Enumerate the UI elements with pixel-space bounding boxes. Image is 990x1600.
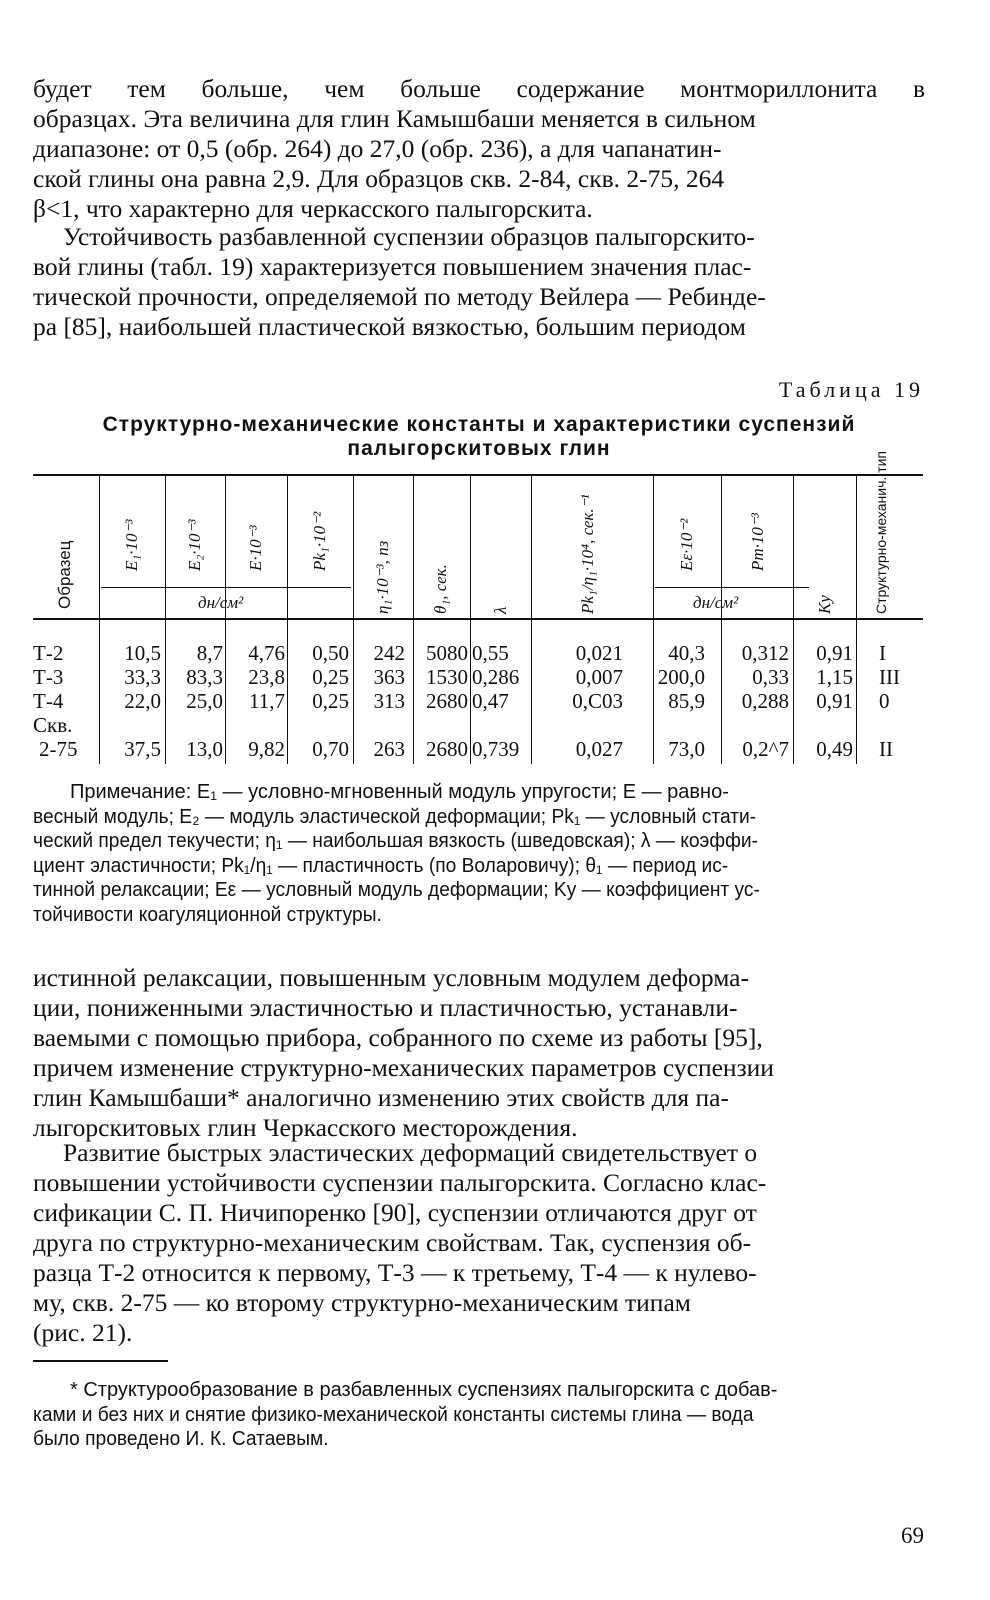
unit-label: дн/см² xyxy=(693,593,739,612)
table-row xyxy=(33,738,923,760)
header-ky: Kу xyxy=(815,595,834,614)
table-row xyxy=(33,666,923,688)
cell-sample: Т-4 xyxy=(33,689,64,713)
text-line: образцах. Эта величина для глин Камышбаши меняется в сильном xyxy=(33,104,756,133)
cell-ky: 0,91 xyxy=(816,641,853,665)
header-e1: E₁·10⁻³ xyxy=(122,519,141,571)
text-line: разца Т-2 относится к первому, Т-3 — к третьему, Т-4 — к нулево- xyxy=(33,1258,757,1287)
header-ratio: Pk₁/η₁·10⁴, сек.⁻¹ xyxy=(578,494,597,614)
text-line: тической прочности, определяемой по методу Вейлера — Ребинде- xyxy=(33,282,766,311)
table-title-line: палыгорскитовых глин xyxy=(347,437,611,460)
cell-theta: 2680 xyxy=(426,689,468,713)
cell-pm: 0,2^7 xyxy=(742,737,789,761)
cell-type: II xyxy=(879,737,893,761)
note-line: ческий предел текучести; η₁ — наибольшая вязкость (шведовская); λ — коэффи- xyxy=(33,830,759,852)
cell-type: III xyxy=(879,665,900,689)
text-line: лыгорскитовых глин Черкасского месторождения. xyxy=(33,1113,578,1142)
table-note xyxy=(33,780,925,927)
cell-e: 11,7 xyxy=(249,689,285,713)
cell-eta: 242 xyxy=(373,641,405,665)
table-label: Таблица 19 xyxy=(778,377,924,402)
data-table xyxy=(33,451,923,764)
table-row xyxy=(33,642,923,664)
header-theta: θ₁, сек. xyxy=(431,564,450,614)
footnote-line: было проведено И. К. Сатаевым. xyxy=(33,1428,329,1450)
cell-e: 4,76 xyxy=(248,641,285,665)
cell-ky: 1,15 xyxy=(816,665,853,689)
unit-rule xyxy=(101,587,351,588)
text-line: ра [85], наибольшей пластической вязкостью, большим периодом xyxy=(33,312,746,341)
unit-label: дн/см² xyxy=(198,593,244,612)
cell-lambda: 0,739 xyxy=(472,737,520,761)
cell-lambda: 0,286 xyxy=(472,665,520,689)
footnote-line: * Структурообразование в разбавленных суспензиях палыгорскита с добав- xyxy=(70,1379,778,1401)
table-row xyxy=(33,690,923,712)
text-line: глин Камышбаши* аналогично изменению этих свойств для па- xyxy=(33,1083,729,1112)
cell-e1: 22,0 xyxy=(124,689,161,713)
cell-ee: 40,3 xyxy=(668,641,705,665)
header-pk1: Pk₁·10⁻² xyxy=(310,511,329,571)
cell-e1: 33,3 xyxy=(124,665,161,689)
header-pm: Pm·10⁻³ xyxy=(748,513,767,571)
text-line: (рис. 21). xyxy=(33,1318,133,1347)
text-line: ваемыми с помощью прибора, собранного по схеме из работы [95], xyxy=(33,1023,763,1052)
text-line: ской глины она равна 2,9. Для образцов скв. 2-84, скв. 2-75, 264 xyxy=(33,164,725,193)
cell-pm: 0,33 xyxy=(752,665,789,689)
paragraph-2 xyxy=(33,222,925,342)
footnote-line: ками и без них и снятие физико-механической константы системы глина — вода xyxy=(33,1403,754,1426)
unit-rule xyxy=(655,587,809,588)
text-line: му, скв. 2-75 — ко второму структурно-механическим типам xyxy=(33,1288,691,1317)
text-line: повышении устойчивости суспензии палыгорскита. Согласно клас- xyxy=(33,1168,767,1197)
cell-e1: 10,5 xyxy=(124,641,161,665)
cell-e: 23,8 xyxy=(248,665,285,689)
footnote-rule xyxy=(33,1360,168,1362)
header-e: E·10⁻³ xyxy=(246,525,265,571)
cell-sample: 2-75 xyxy=(39,737,78,761)
table-row xyxy=(33,714,923,736)
cell-pk1: 0,70 xyxy=(312,737,349,761)
cell-ee: 85,9 xyxy=(668,689,705,713)
footnote xyxy=(33,1378,925,1452)
cell-pm: 0,288 xyxy=(741,689,789,713)
note-line: циент эластичности; Pk₁/η₁ — пластичность (по Воларовичу); θ₁ — период ис- xyxy=(33,854,729,877)
note-line: тойчивости коагуляционной структуры. xyxy=(33,903,382,926)
header-lambda: λ xyxy=(491,606,510,614)
table-header-rule xyxy=(33,618,923,620)
cell-ee: 200,0 xyxy=(657,665,705,689)
text-line: истинной релаксации, повышенным условным модулем деформа- xyxy=(33,963,749,992)
cell-e: 9,82 xyxy=(248,737,285,761)
cell-pk1: 0,50 xyxy=(312,641,349,665)
page-number: 69 xyxy=(901,1523,924,1548)
cell-eta: 263 xyxy=(373,737,405,761)
header-ee: Eε·10⁻² xyxy=(677,518,696,571)
text-line: вой глины (табл. 19) характеризуется повышением значения плас- xyxy=(33,252,752,281)
cell-theta: 2680 xyxy=(426,737,468,761)
cell-ee: 73,0 xyxy=(668,737,705,761)
text-line: причем изменение структурно-механических параметров суспензии xyxy=(33,1053,774,1082)
cell-ky: 0,91 xyxy=(816,689,853,713)
cell-type: I xyxy=(879,641,886,665)
paragraph-3 xyxy=(33,963,925,1143)
header-type: Структурно-механич. тип xyxy=(873,451,889,614)
cell-eta: 313 xyxy=(373,689,405,713)
cell-ky: 0,49 xyxy=(816,737,853,761)
cell-lambda: 0,47 xyxy=(472,689,509,713)
table-top-rule xyxy=(33,474,923,476)
note-line: Примечание: E₁ — условно-мгновенный модуль упругости; E — равно- xyxy=(70,781,729,803)
cell-e2: 13,0 xyxy=(186,737,223,761)
cell-e2: 8,7 xyxy=(196,641,223,665)
cell-e2: 83,3 xyxy=(186,665,223,689)
cell-theta: 1530 xyxy=(426,665,468,689)
text-line: сификации С. П. Ничипоренко [90], суспензии отличаются друг от xyxy=(33,1198,757,1227)
text-line: ции, пониженными эластичностью и пластичностью, устанавли- xyxy=(33,993,738,1022)
note-line: весный модуль; E₂ — модуль эластической деформации; Pk₁ — условный стати- xyxy=(33,805,757,828)
cell-e2: 25,0 xyxy=(186,689,223,713)
text-line: диапазоне: от 0,5 (обр. 264) до 27,0 (обр. 236), а для чапанатин- xyxy=(33,134,722,163)
cell-lambda: 0,55 xyxy=(472,641,509,665)
table-title-line: Структурно-механические константы и характеристики суспензий xyxy=(102,413,856,436)
paragraph-top xyxy=(33,74,925,224)
text-line: β<1, что характерно для черкасского палыгорскита. xyxy=(33,194,593,223)
header-sample: Образец xyxy=(55,540,74,609)
cell-type: 0 xyxy=(879,689,890,713)
cell-pm: 0,312 xyxy=(741,641,789,665)
text-line: Развитие быстрых эластических деформаций свидетельствует о xyxy=(63,1138,758,1167)
cell-sample: Скв. xyxy=(33,713,73,737)
cell-eta: 363 xyxy=(373,665,405,689)
header-e2: E₂·10⁻³ xyxy=(185,519,204,571)
text-line: будет тем больше, чем больше содержание монтмориллонита в xyxy=(33,74,925,103)
cell-sample: Т-2 xyxy=(33,641,64,665)
cell-theta: 5080 xyxy=(426,641,468,665)
cell-pk1: 0,25 xyxy=(312,689,349,713)
text-line: Устойчивость разбавленной суспензии образцов палыгорскито- xyxy=(63,222,755,251)
cell-pk1: 0,25 xyxy=(312,665,349,689)
paragraph-4 xyxy=(33,1138,925,1348)
text-line: друга по структурно-механическим свойствам. Так, суспензия об- xyxy=(33,1228,752,1257)
cell-e1: 37,5 xyxy=(124,737,161,761)
cell-ratio: 0,007 xyxy=(575,665,623,689)
header-eta: η₁·10⁻³, пз xyxy=(373,540,392,614)
note-line: тинной релаксации; Eε — условный модуль деформации; Kу — коэффициент ус- xyxy=(33,879,760,901)
cell-sample: Т-3 xyxy=(33,665,64,689)
cell-ratio: 0,C03 xyxy=(572,689,623,713)
table-title xyxy=(33,413,925,461)
cell-ratio: 0,021 xyxy=(575,641,623,665)
cell-ratio: 0,027 xyxy=(575,737,623,761)
